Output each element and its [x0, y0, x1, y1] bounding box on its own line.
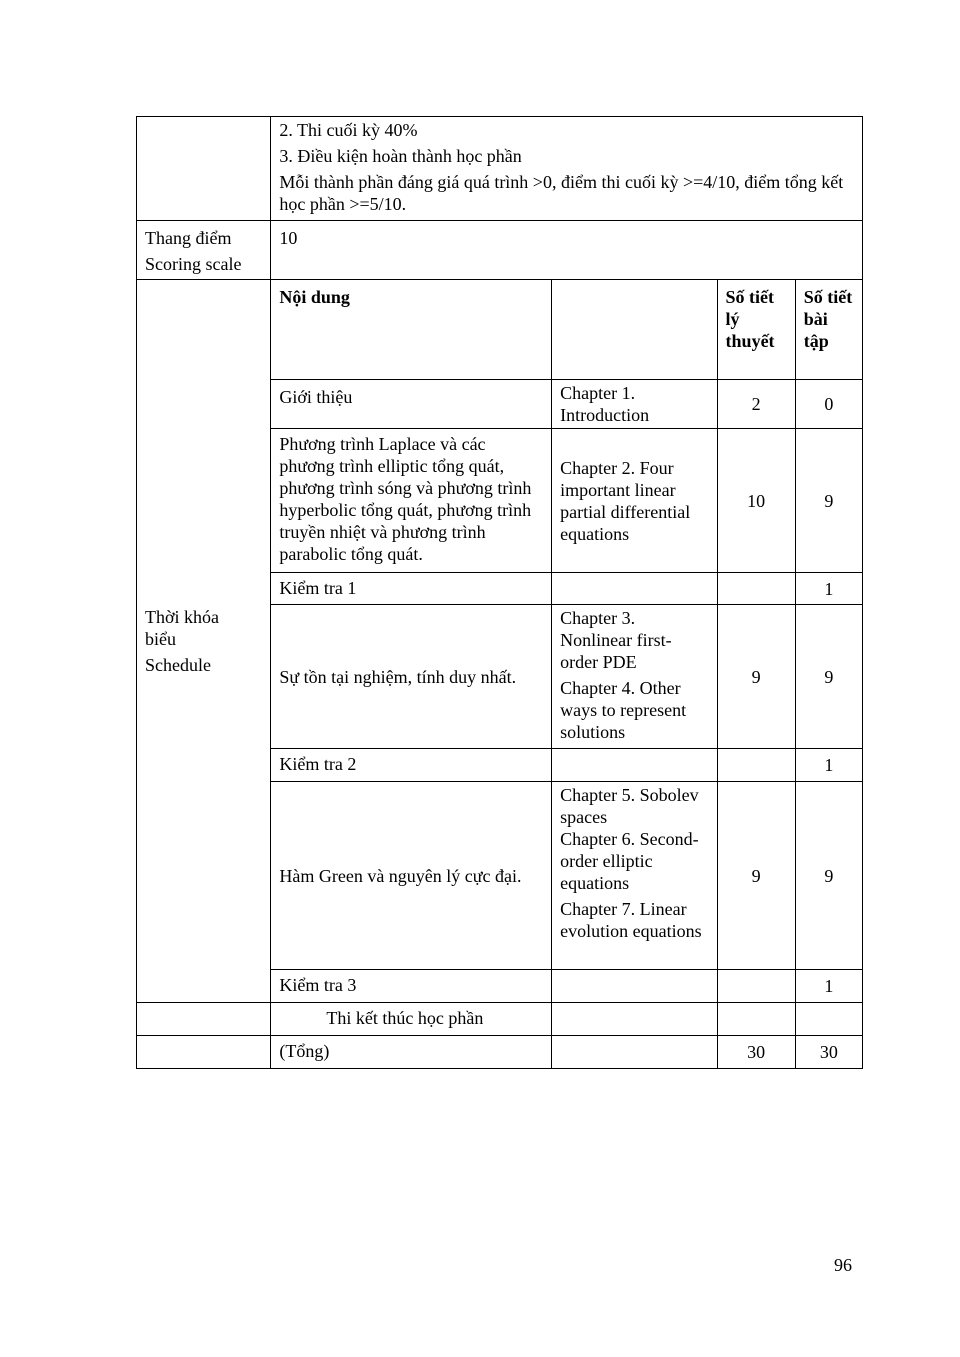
row-theory — [717, 573, 795, 605]
final-exam-row — [137, 1003, 863, 1036]
header-theory: Số tiết lý thuyết — [717, 280, 795, 380]
page-number: 96 — [834, 1255, 852, 1275]
header-content: Nội dung — [271, 280, 552, 380]
row-theory: 10 — [717, 429, 795, 573]
final-exam-exercise — [795, 1003, 862, 1036]
final-exam-label-cell — [137, 1003, 271, 1036]
schedule-label-en: Schedule — [145, 655, 211, 675]
total-theory: 30 — [717, 1036, 795, 1069]
assessment-item-3: 3. Điều kiện hoàn thành học phần — [279, 146, 522, 166]
row-vi: Hàm Green và nguyên lý cực đại. — [271, 782, 552, 970]
scoring-value: 10 — [279, 228, 298, 248]
course-table — [136, 116, 863, 1069]
schedule-label-cell — [137, 280, 271, 1003]
final-exam-en — [552, 1003, 717, 1036]
row-theory — [717, 970, 795, 1003]
final-exam-label: Thi kết thúc học phần — [271, 1003, 552, 1036]
row-en-line: Chapter 6. Second-order elliptic equations — [560, 829, 699, 893]
row-en — [552, 573, 717, 605]
row-en — [552, 429, 717, 573]
total-en — [552, 1036, 717, 1069]
row-en-line: Chapter 1. Introduction — [560, 383, 650, 425]
final-exam-theory — [717, 1003, 795, 1036]
row-en — [552, 970, 717, 1003]
scoring-label-cell — [137, 221, 271, 280]
row-en-line: Chapter 2. Four important linear partial differential equations — [560, 457, 691, 544]
row-en-line: Chapter 4. Other ways to represent solutions — [560, 678, 687, 742]
scoring-label-en: Scoring scale — [145, 254, 242, 274]
assessment-item-2: 2. Thi cuối kỳ 40% — [279, 120, 418, 140]
total-label: (Tổng) — [271, 1036, 552, 1069]
assessment-condition: Mỗi thành phần đáng giá quá trình >0, điểm thi cuối kỳ >=4/10, điểm tổng kết học phần >=5/10. — [279, 172, 844, 214]
assessment-label-cell — [137, 117, 271, 221]
row-exercise: 1 — [795, 970, 862, 1003]
row-en-line: Chapter 7. Linear evolution equations — [560, 899, 702, 941]
row-en-line: Chapter 5. Sobolev spaces — [560, 785, 699, 827]
row-theory: 9 — [717, 605, 795, 749]
total-row — [137, 1036, 863, 1069]
row-exercise: 0 — [795, 380, 862, 429]
row-en-line: Chapter 3. Nonlinear first-order PDE — [560, 608, 672, 672]
scoring-label-vi: Thang điểm — [145, 228, 232, 248]
row-exercise: 9 — [795, 605, 862, 749]
total-label-cell — [137, 1036, 271, 1069]
row-vi: Kiểm tra 1 — [271, 573, 552, 605]
row-en — [552, 749, 717, 782]
row-en — [552, 782, 717, 970]
row-exercise: 9 — [795, 782, 862, 970]
row-exercise: 9 — [795, 429, 862, 573]
schedule-header-row — [137, 280, 863, 380]
row-theory: 9 — [717, 782, 795, 970]
assessment-row — [137, 117, 863, 221]
row-vi: Giới thiệu — [271, 380, 552, 429]
row-exercise: 1 — [795, 573, 862, 605]
row-vi: Phương trình Laplace và các phương trình elliptic tổng quát, phương trình sóng và phương trình hyperbolic tổng quát, phương trình truyền nhiệt và phương trình parabolic tổng quát. — [271, 429, 552, 573]
scoring-value-cell — [271, 221, 863, 280]
row-vi: Kiểm tra 3 — [271, 970, 552, 1003]
row-en — [552, 605, 717, 749]
total-exercise: 30 — [795, 1036, 862, 1069]
row-theory: 2 — [717, 380, 795, 429]
header-english — [552, 280, 717, 380]
assessment-content-cell — [271, 117, 863, 221]
scoring-row — [137, 221, 863, 280]
row-en — [552, 380, 717, 429]
row-vi: Sự tồn tại nghiệm, tính duy nhất. — [271, 605, 552, 749]
row-vi: Kiểm tra 2 — [271, 749, 552, 782]
schedule-label-vi: Thời khóa biểu — [145, 607, 220, 649]
row-exercise: 1 — [795, 749, 862, 782]
header-exercise: Số tiết bài tập — [795, 280, 862, 380]
row-theory — [717, 749, 795, 782]
